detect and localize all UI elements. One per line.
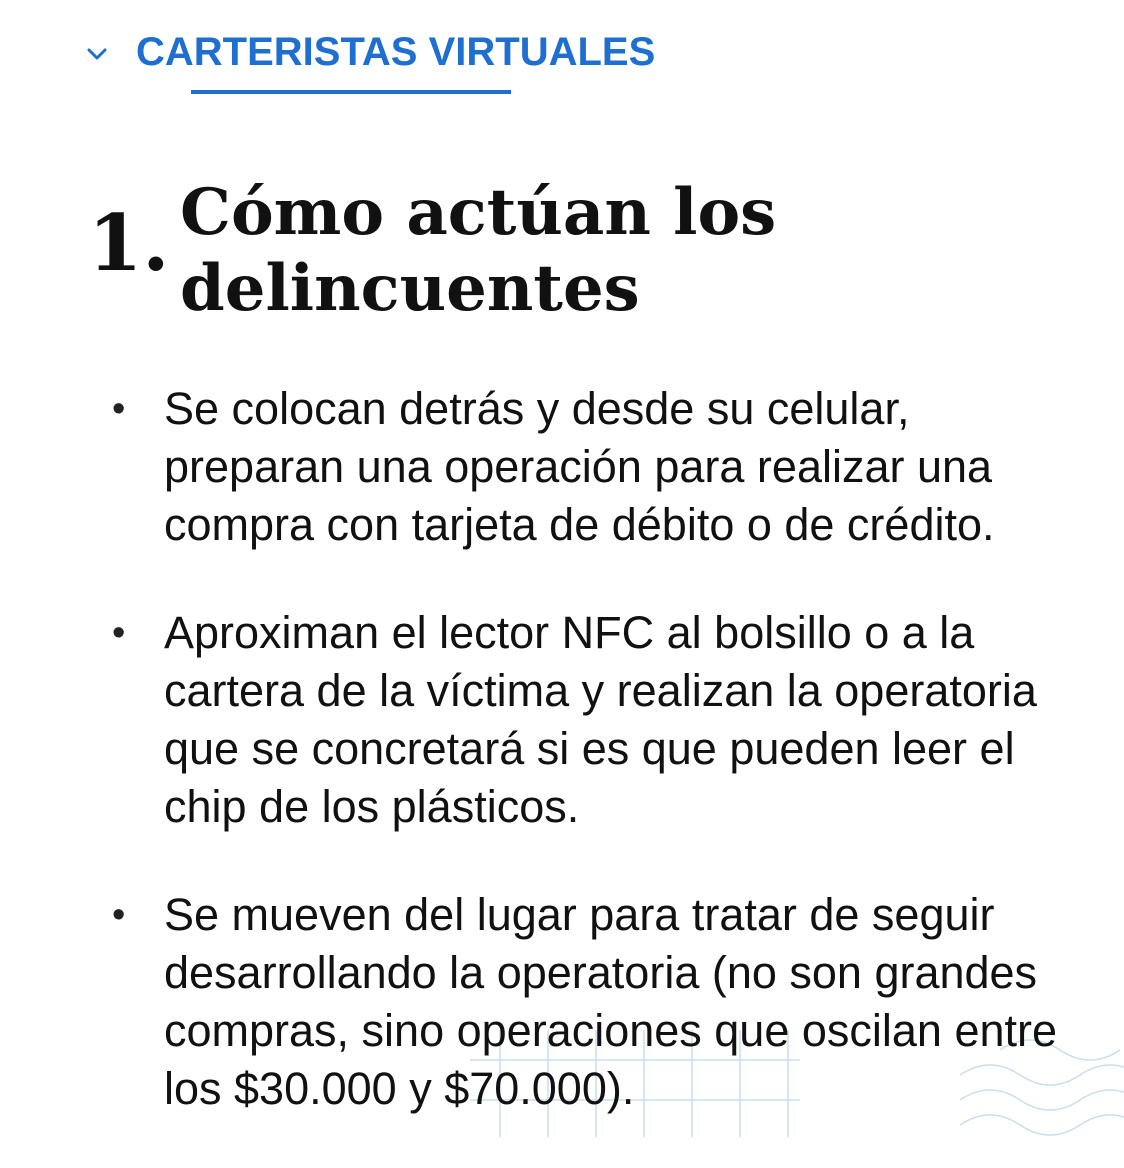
list-item-text: Aproximan el lector NFC al bolsillo o a la cartera de la víctima y realizan la operatoria que se concretará si es que pueden leer el chip de los plásticos. [164,607,1037,832]
list-item-text: Se colocan detrás y desde su celular, preparan una operación para realizar una compra con tarjeta de débito o de crédito. [164,383,995,550]
chevron-down-icon [86,43,108,65]
bullet-icon: • [112,612,126,654]
list-item [112,380,1102,554]
list-item [112,886,1102,1118]
heading-title [180,175,776,327]
list-item [112,604,1102,836]
heading-title-line-1: Cómo actúan los [180,175,777,250]
heading-title-line-2: delincuentes [180,251,640,326]
heading-number: 1. [88,198,170,289]
list-item-text: Se mueven del lugar para tratar de seguir desarrollando la operatoria (no son grandes compras, sino operaciones que oscilan entre los $30.000 y $70.000). [164,889,1058,1114]
section-title-underline [191,90,511,94]
bullet-list [112,380,1102,1168]
bullet-icon: • [112,894,126,936]
section-toggle-carteristas-virtuales[interactable] [86,30,655,75]
section-title: CARTERISTAS VIRTUALES [136,30,656,74]
bullet-icon: • [112,388,126,430]
article-heading [88,175,776,327]
